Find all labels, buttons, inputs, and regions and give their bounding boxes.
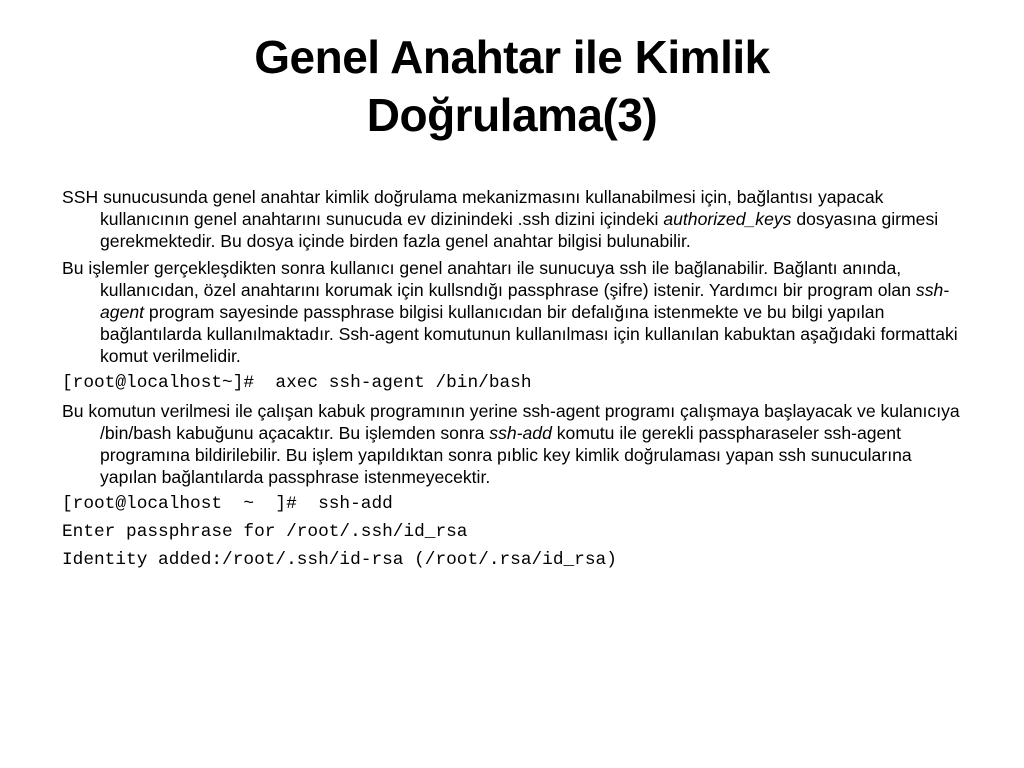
slide-title [60, 28, 964, 144]
emphasis-ssh-add: ssh-add [489, 423, 552, 443]
paragraph-text: Bu komutun verilmesi ile çalışan kabuk programının yerine ssh-agent programı çalışmaya başlayacak ve kulanıcıya /bin/bash kabuğunu açacaktır. Bu işlemden sonra [62, 401, 960, 443]
paragraph-text: program sayesinde passphrase bilgisi kullanıcıdan bir defalığına istenmekte ve bu bilgi yapılan bağlantılarda kullanılmaktadır. Ssh-agent komutunun kullanılması için kullanılan kabuktan aşağıdaki formattaki komut verilmelidir. [100, 302, 958, 366]
paragraph-authorized-keys [62, 186, 962, 252]
paragraph-ssh-agent [62, 257, 962, 367]
slide-body [62, 186, 962, 577]
slide-title-line-2: Doğrulama(3) [366, 89, 658, 141]
code-line-ssh-add: [root@localhost ~ ]# ssh-add [62, 494, 393, 514]
code-line-ssh-agent: [root@localhost~]# axec ssh-agent /bin/bash [62, 373, 532, 393]
code-line-identity-added: Identity added:/root/.ssh/id-rsa (/root/.rsa/id_rsa) [62, 550, 617, 570]
paragraph-text: komutu ile gerekli passpharaseler ssh-agent programına bildirilebilir. Bu işlem yapıldıktan sonra pıblic key kimlik doğrulaması yapan ssh sunucularına yapılan bağlantılarda passphrase istenmeyecektir. [100, 423, 912, 487]
paragraph-text: SSH sunucusunda genel anahtar kimlik doğrulama mekanizmasını kullanabilmesi için, bağlantısı yapacak kullanıcının genel anahtarını sunucuda ev dizinindeki .ssh dizini içindeki [62, 187, 884, 229]
emphasis-ssh-agent: ssh-agent [100, 280, 950, 322]
code-line-enter-passphrase: Enter passphrase for /root/.ssh/id_rsa [62, 522, 468, 542]
slide-title-line-1: Genel Anahtar ile Kimlik [254, 31, 770, 83]
paragraph-ssh-add [62, 400, 962, 488]
emphasis-authorized-keys: authorized_keys [663, 209, 792, 229]
paragraph-text: Bu işlemler gerçekleşdikten sonra kullanıcı genel anahtarı ile sunucuya ssh ile bağlanabilir. Bağlantı anında, kullanıcıdan, özel anahtarını korumak için kullsndığı passphrase (şifre) istenir. Yardımcı bir program olan [62, 258, 916, 300]
paragraph-text: dosyasına girmesi gerekmektedir. Bu dosya içinde birden fazla genel anahtar bilgisi bulunabilir. [100, 209, 939, 251]
